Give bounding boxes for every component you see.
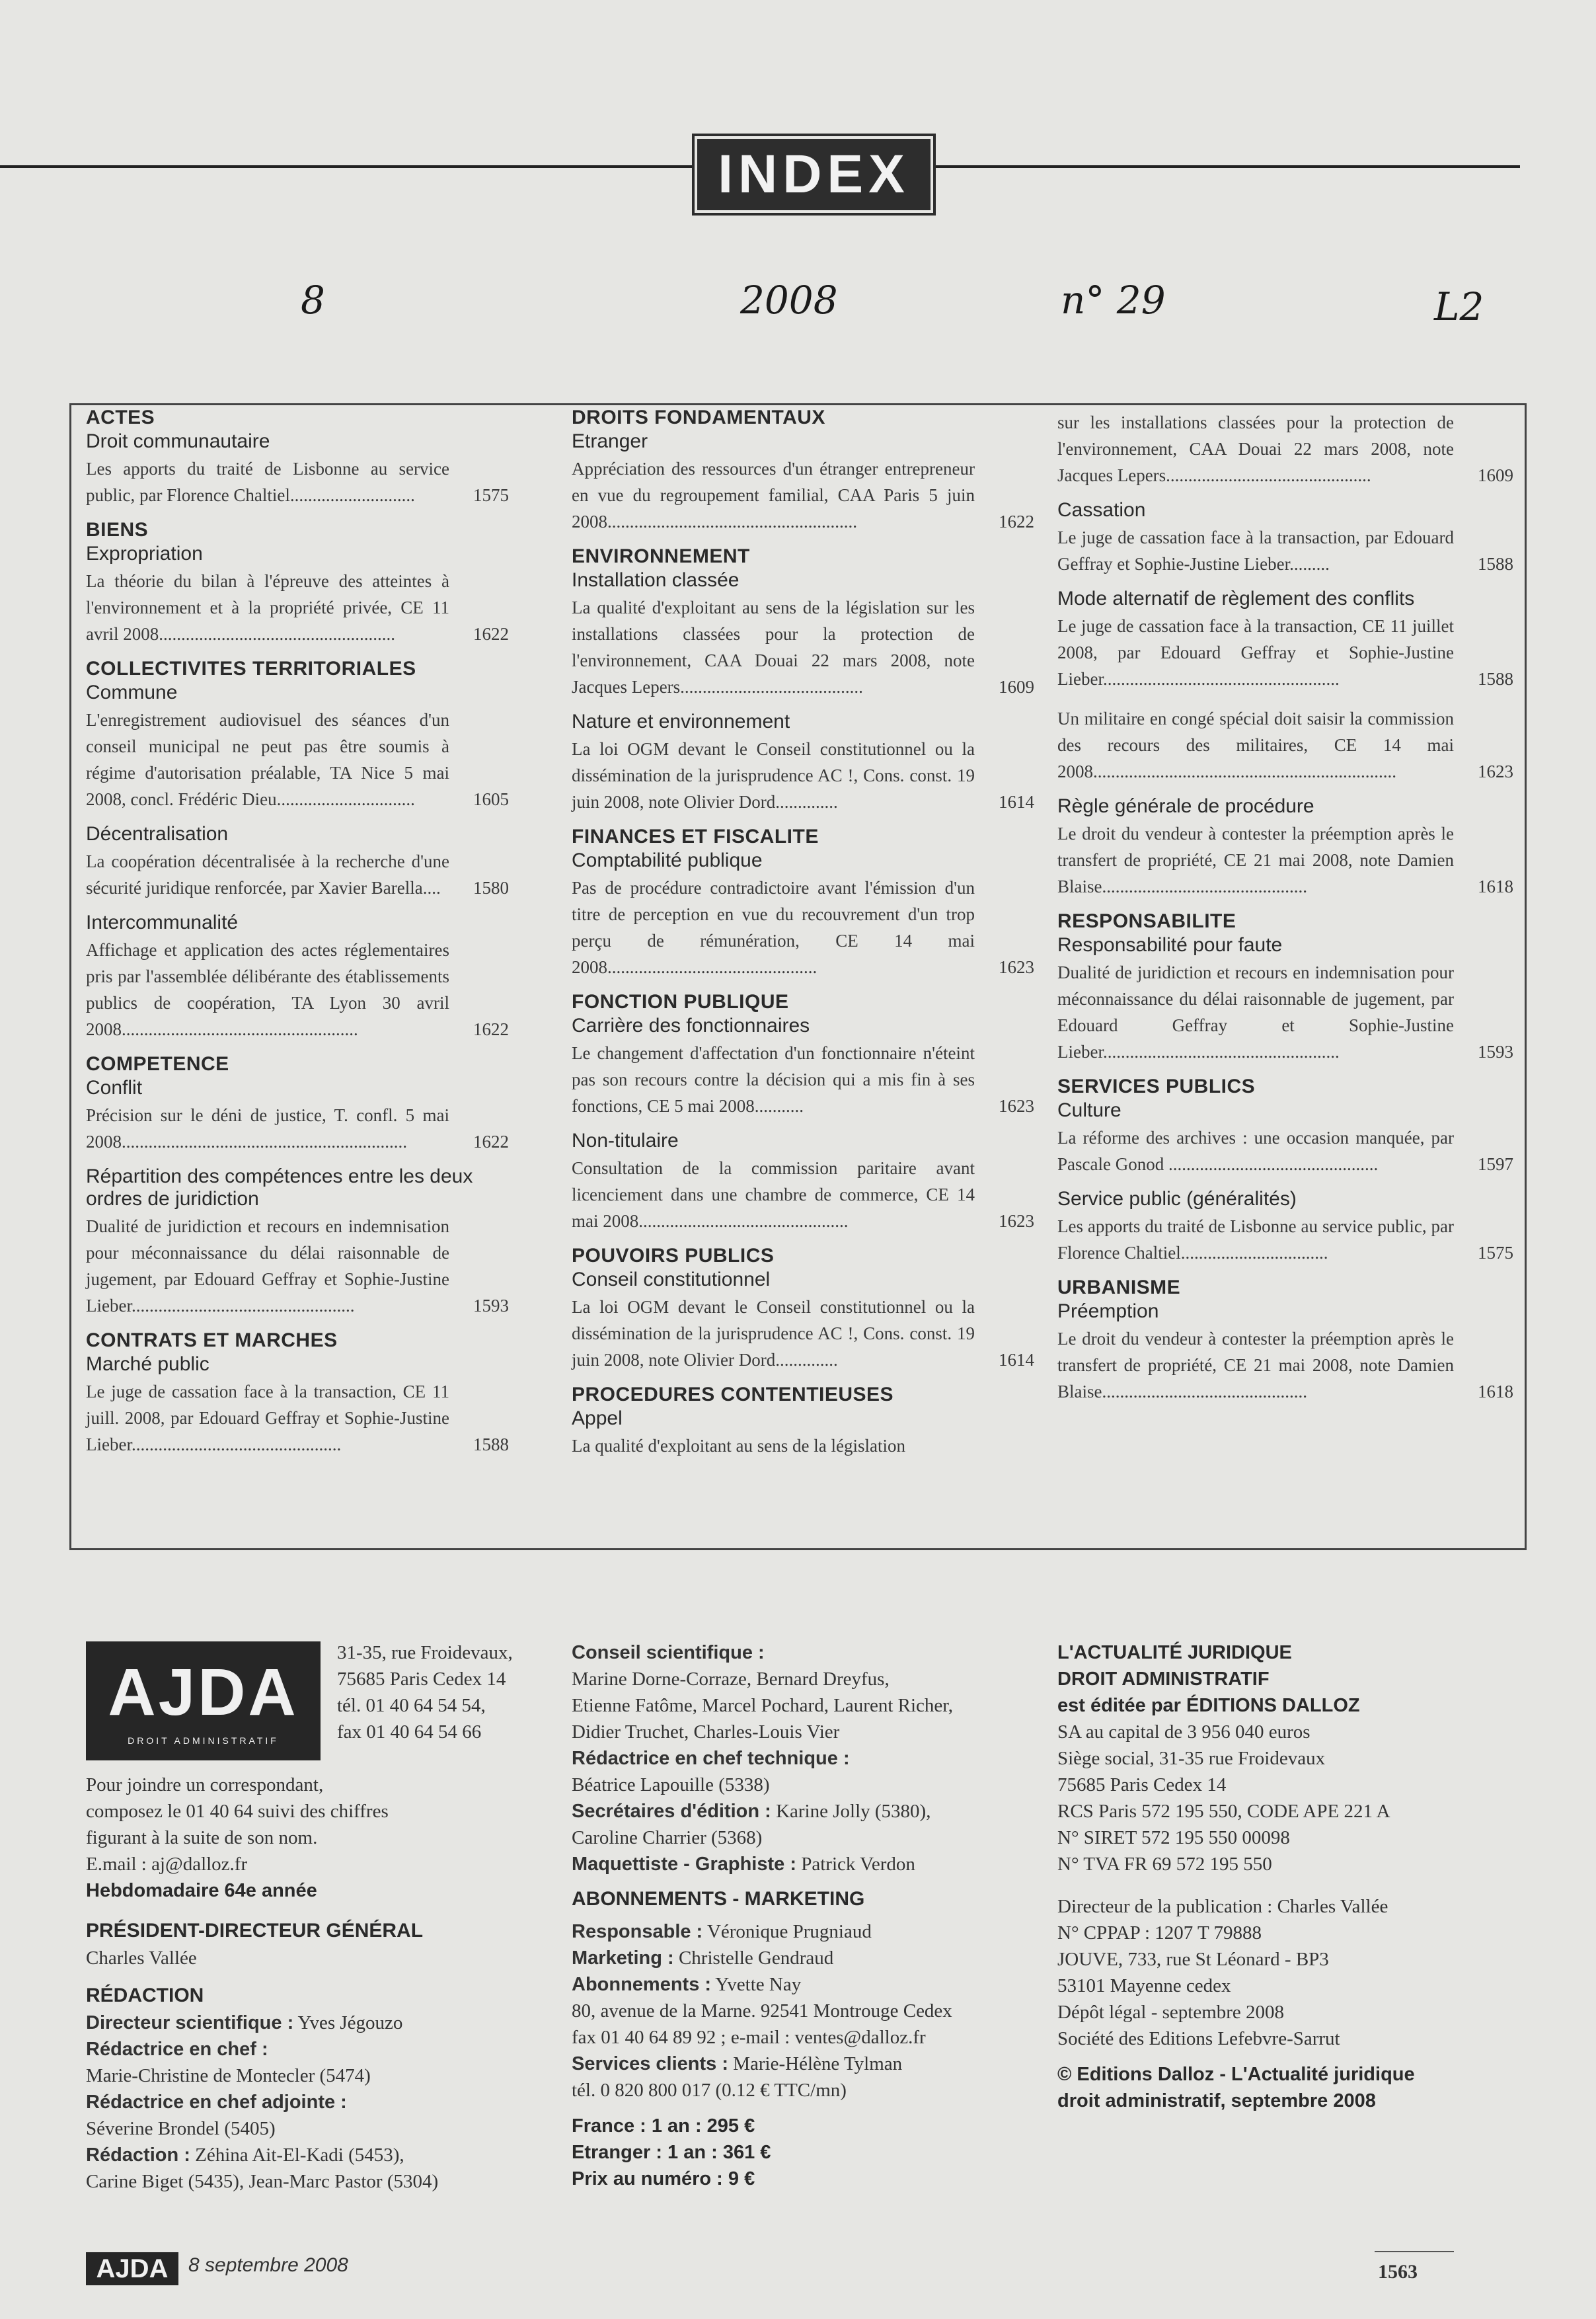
index-subheading: Conseil constitutionnel	[572, 1269, 771, 1290]
publisher-info: N° SIRET 572 195 550 00098	[1057, 1827, 1290, 1848]
publication-info: Directeur de la publication : Charles Vallée	[1057, 1896, 1388, 1917]
index-entry[interactable]	[86, 937, 509, 1042]
index-subheading: Conflit	[86, 1077, 143, 1099]
index-entry-text: Consultation de la commission paritaire avant licenciement dans une chambre de commerce, CE 14 mai 2008...............................................	[572, 1158, 975, 1231]
logo-text: AJDA	[108, 1655, 299, 1729]
index-subheading: Répartition des compétences entre les deux ordres de juridiction	[86, 1165, 473, 1210]
index-entry-text: Le juge de cassation face à la transaction, CE 11 juillet 2008, par Edouard Geffray et Sophie-Justine Lieber.....................................................	[1057, 616, 1454, 689]
pdg-title: PRÉSIDENT-DIRECTEUR GÉNÉRAL	[86, 1920, 424, 1942]
index-entry[interactable]	[572, 594, 1034, 700]
index-subheading: Service public (généralités)	[1057, 1188, 1297, 1210]
index-entry-text: Affichage et application des actes réglementaires pris par l'assemblée délibérante des établissements publics de coopération, TA Lyon 30 avril 2008.....................................................	[86, 940, 449, 1039]
price-etranger: Etranger : 1 an : 361 €	[572, 2142, 771, 2163]
index-entry[interactable]	[572, 1433, 1034, 1459]
index-entry[interactable]	[1057, 1325, 1513, 1405]
maquette-name: Patrick Verdon	[801, 1854, 915, 1875]
index-page-number: 1618	[1478, 877, 1513, 896]
index-entry[interactable]	[86, 1213, 509, 1319]
index-subheading: Etranger	[572, 430, 648, 452]
copyright: droit administratif, septembre 2008	[1057, 2090, 1376, 2111]
conseil-names: Etienne Fatôme, Marcel Pochard, Laurent Richer,	[572, 1695, 954, 1716]
address-line: 75685 Paris Cedex 14	[337, 1669, 506, 1690]
index-entry[interactable]	[86, 1102, 509, 1155]
index-entry-text: La qualité d'exploitant au sens de la législation	[572, 1436, 905, 1456]
serv-tel: tél. 0 820 800 017 (0.12 € TTC/mn)	[572, 2080, 847, 2101]
abo-contact[interactable]: fax 01 40 64 89 92 ; e-mail : ventes@dalloz.fr	[572, 2027, 926, 2048]
secr-name: Karine Jolly (5380),	[776, 1801, 931, 1822]
index-subheading: Culture	[1057, 1099, 1121, 1121]
index-page-number: 1593	[1478, 1042, 1513, 1062]
index-page-number: 1614	[999, 1350, 1034, 1370]
index-entry[interactable]	[86, 707, 509, 812]
footer-rule	[1375, 2251, 1454, 2252]
index-entry-text: L'enregistrement audiovisuel des séances d'un conseil municipal ne peut pas être soumis à régime d'autorisation préalable, TA Nice 5 mai 2008, concl. Frédéric Dieu...............................	[86, 710, 449, 809]
index-section-heading: DROITS FONDAMENTAUX	[572, 407, 825, 428]
publisher-info: Siège social, 31-35 rue Froidevaux	[1057, 1748, 1326, 1769]
address-block	[337, 1639, 513, 1745]
correspondent-line: Pour joindre un correspondant,	[86, 1774, 324, 1795]
price-france: France : 1 an : 295 €	[572, 2115, 755, 2137]
index-page-number: 1588	[1478, 669, 1513, 689]
pdg-name: Charles Vallée	[86, 1947, 197, 1969]
red-adj-label: Rédactrice en chef adjointe :	[86, 2092, 347, 2113]
index-entry[interactable]	[86, 848, 509, 901]
index-section-heading: BIENS	[86, 519, 149, 541]
index-subheading: Comptabilité publique	[572, 849, 763, 871]
index-column-1	[86, 407, 509, 1458]
resp-name: Véronique Prugniaud	[706, 1921, 872, 1942]
index-page-number: 1618	[1478, 1382, 1513, 1401]
index-page-number: 1588	[473, 1435, 509, 1454]
abo-name: Yvette Nay	[715, 1974, 802, 1995]
index-page-number: 1588	[1478, 554, 1513, 574]
index-column-2	[572, 407, 1034, 1459]
index-entry[interactable]	[1057, 1124, 1513, 1177]
conseil-names: Didier Truchet, Charles-Louis Vier	[572, 1721, 840, 1743]
index-entry[interactable]	[1057, 820, 1513, 900]
publication-info: N° CPPAP : 1207 T 79888	[1057, 1922, 1262, 1944]
conseil-label: Conseil scientifique :	[572, 1642, 765, 1663]
index-entry-text: Les apports du traité de Lisbonne au service public, par Florence Chaltiel............................	[86, 459, 449, 505]
index-column-3	[1057, 407, 1513, 1405]
header-rule-left	[0, 165, 701, 168]
index-entry[interactable]	[572, 736, 1034, 815]
index-page-number: 1575	[1478, 1243, 1513, 1263]
serv-name: Marie-Hélène Tylman	[733, 2053, 903, 2074]
index-subheading: Droit communautaire	[86, 430, 270, 452]
index-entry[interactable]	[1057, 524, 1513, 577]
index-entry-text: Le droit du vendeur à contester la préemption après le transfert de propriété, CE 21 mai 2008, note Damien Blaise..............................................	[1057, 1329, 1454, 1401]
index-entry[interactable]	[1057, 1213, 1513, 1266]
publication-info: Dépôt légal - septembre 2008	[1057, 2002, 1285, 2023]
index-entry-text: Précision sur le déni de justice, T. confl. 5 mai 2008................................................................	[86, 1105, 449, 1152]
index-entry-text: Dualité de juridiction et recours en indemnisation pour méconnaissance du délai raisonnable de jugement, par Edouard Geffray et Sophie-Justine Lieber.....................................................	[1057, 963, 1454, 1062]
index-subheading: Cassation	[1057, 499, 1146, 521]
publisher-info: SA au capital de 3 956 040 euros	[1057, 1721, 1311, 1743]
redaction-names-2: Carine Biget (5435), Jean-Marc Pastor (5304)	[86, 2171, 439, 2192]
index-entry-text: sur les installations classées pour la protection de l'environnement, CAA Douai 22 mars 2008, note Jacques Lepers..............................................	[1057, 413, 1454, 485]
abo-address: 80, avenue de la Marne. 92541 Montrouge Cedex	[572, 2000, 952, 2022]
index-page-number: 1622	[473, 1019, 509, 1039]
index-subheading: Marché public	[86, 1353, 209, 1375]
red-adj-name: Séverine Brondel (5405)	[86, 2118, 276, 2139]
index-page-number: 1609	[1478, 465, 1513, 485]
index-subheading: Non-titulaire	[572, 1130, 679, 1152]
correspondent-line: figurant à la suite de son nom.	[86, 1827, 318, 1848]
index-page-number: 1593	[473, 1296, 509, 1316]
index-section-heading: PROCEDURES CONTENTIEUSES	[572, 1384, 894, 1405]
index-entry-text: Un militaire en congé spécial doit saisir la commission des recours des militaires, CE 14 mai 2008....................................................................	[1057, 709, 1454, 781]
index-page-number: 1623	[999, 957, 1034, 977]
resp-label: Responsable :	[572, 1921, 703, 1942]
index-entry[interactable]	[1057, 705, 1513, 785]
index-page-number: 1623	[999, 1211, 1034, 1231]
footer-logo: AJDA	[86, 2252, 178, 2285]
mkt-name: Christelle Gendraud	[678, 1947, 834, 1969]
abo-title: ABONNEMENTS - MARKETING	[572, 1888, 865, 1910]
index-page-number: 1623	[1478, 762, 1513, 781]
index-entry-text: La réforme des archives : une occasion manquée, par Pascale Gonod ...............................................	[1057, 1128, 1454, 1174]
index-subheading: Installation classée	[572, 569, 740, 591]
index-page-number: 1575	[473, 485, 509, 505]
index-subheading: Appel	[572, 1407, 623, 1429]
index-entry[interactable]	[572, 1155, 1034, 1234]
index-page-number: 1605	[473, 789, 509, 809]
index-entry-text: La loi OGM devant le Conseil constitutionnel ou la dissémination de la jurisprudence AC !, Cons. const. 19 juin 2008, note Olivier Dord..............	[572, 739, 975, 812]
publication-info: JOUVE, 733, rue St Léonard - BP3	[1057, 1949, 1329, 1970]
index-entry[interactable]	[1057, 613, 1513, 692]
page-number: 1563	[1378, 2261, 1418, 2283]
correspondent-block	[86, 1772, 549, 2195]
index-entry-text: Appréciation des ressources d'un étranger entrepreneur en vue du regroupement familial, CAA Paris 5 juin 2008........................................................	[572, 459, 975, 531]
index-subheading: Règle générale de procédure	[1057, 795, 1314, 817]
index-entry-text: Le changement d'affectation d'un fonctionnaire n'éteint pas son recours contre la décision qui a mis fin à ses fonctions, CE 5 mai 2008...........	[572, 1043, 975, 1116]
index-page-number: 1622	[473, 1132, 509, 1152]
index-entry[interactable]	[1057, 409, 1513, 489]
index-entry-text: La théorie du bilan à l'épreuve des atteintes à l'environnement et à la propriété privée, CE 11 avril 2008.....................................................	[86, 571, 449, 644]
index-page-number: 1580	[473, 878, 509, 898]
email-line[interactable]: E.mail : aj@dalloz.fr	[86, 1854, 248, 1875]
index-entry[interactable]	[86, 1378, 509, 1458]
ajda-logo	[86, 1641, 321, 1760]
index-entry-text: Les apports du traité de Lisbonne au service public, par Florence Chaltiel.................................	[1057, 1216, 1454, 1263]
index-subheading: Carrière des fonctionnaires	[572, 1015, 810, 1037]
index-section-heading: URBANISME	[1057, 1277, 1181, 1298]
publisher-block	[1057, 1639, 1513, 2114]
red-chef-name: Marie-Christine de Montecler (5474)	[86, 2065, 371, 2086]
index-section-heading: RESPONSABILITE	[1057, 910, 1236, 932]
price-numero: Prix au numéro : 9 €	[572, 2168, 755, 2189]
publisher-title: DROIT ADMINISTRATIF	[1057, 1669, 1270, 1690]
publisher-info: 75685 Paris Cedex 14	[1057, 1774, 1227, 1795]
index-section-heading: COMPETENCE	[86, 1053, 229, 1075]
handwritten-mark: L2	[1434, 284, 1484, 329]
publication-info: 53101 Mayenne cedex	[1057, 1975, 1231, 1996]
index-subheading: Décentralisation	[86, 823, 229, 845]
red-tech-name: Béatrice Lapouille (5338)	[572, 1774, 770, 1795]
index-subheading: Mode alternatif de règlement des conflits	[1057, 588, 1415, 609]
phone-line: tél. 01 40 64 54 54,	[337, 1695, 486, 1716]
index-page-number: 1622	[473, 624, 509, 644]
index-entry[interactable]	[572, 875, 1034, 980]
maquette-label: Maquettiste - Graphiste :	[572, 1854, 796, 1875]
index-page-number: 1622	[999, 512, 1034, 531]
index-section-heading: COLLECTIVITES TERRITORIALES	[86, 658, 416, 680]
index-entry-text: La loi OGM devant le Conseil constitutionnel ou la dissémination de la jurisprudence AC !, Cons. const. 19 juin 2008, note Olivier Dord..............	[572, 1297, 975, 1370]
dir-sci-label: Directeur scientifique :	[86, 2012, 294, 2033]
page-title: INDEX	[697, 139, 931, 210]
redaction-label: Rédaction :	[86, 2144, 190, 2166]
index-entry-text: Le juge de cassation face à la transaction, CE 11 juill. 2008, par Edouard Geffray et Sophie-Justine Lieber...............................................	[86, 1382, 449, 1454]
index-section-heading: ENVIRONNEMENT	[572, 545, 750, 567]
redaction-title: RÉDACTION	[86, 1985, 204, 2006]
publisher-info: RCS Paris 572 195 550, CODE APE 221 A	[1057, 1801, 1390, 1822]
handwritten-year: 2008	[740, 278, 838, 323]
index-section-heading: POUVOIRS PUBLICS	[572, 1245, 775, 1267]
index-section-heading: FINANCES ET FISCALITE	[572, 826, 819, 847]
index-entry[interactable]	[572, 1294, 1034, 1373]
copyright: © Editions Dalloz - L'Actualité juridique	[1057, 2064, 1415, 2085]
red-chef-label: Rédactrice en chef :	[86, 2039, 268, 2060]
index-section-heading: FONCTION PUBLIQUE	[572, 991, 789, 1013]
publisher-info: N° TVA FR 69 572 195 550	[1057, 1854, 1272, 1875]
mkt-label: Marketing :	[572, 1947, 674, 1969]
index-subheading: Intercommunalité	[86, 912, 239, 933]
index-entry-text: Dualité de juridiction et recours en indemnisation pour méconnaissance du délai raisonnable de jugement, par Edouard Geffray et Sophie-Justine Lieber..................................................	[86, 1216, 449, 1316]
weekly-label: Hebdomadaire 64e année	[86, 1880, 317, 1901]
address-line: 31-35, rue Froidevaux,	[337, 1642, 513, 1663]
serv-label: Services clients :	[572, 2053, 728, 2074]
index-subheading: Commune	[86, 682, 178, 703]
index-page-number: 1623	[999, 1096, 1034, 1116]
dir-sci-name: Yves Jégouzo	[297, 2012, 403, 2033]
logo-subtitle: DROIT ADMINISTRATIF	[128, 1735, 279, 1746]
index-subheading: Nature et environnement	[572, 711, 790, 732]
index-subheading: Expropriation	[86, 543, 203, 565]
index-subheading: Préemption	[1057, 1300, 1159, 1322]
index-entry[interactable]	[572, 455, 1034, 535]
secr-name-2: Caroline Charrier (5368)	[572, 1827, 763, 1848]
conseil-names: Marine Dorne-Corraze, Bernard Dreyfus,	[572, 1669, 890, 1690]
index-section-heading: ACTES	[86, 407, 155, 428]
index-entry-text: Pas de procédure contradictoire avant l'émission d'un titre de perception en vue du recouvrement d'un trop perçu de rémunération, CE 14 mai 2008...............................................	[572, 878, 975, 977]
index-page-number: 1609	[999, 677, 1034, 697]
publisher-title: L'ACTUALITÉ JURIDIQUE	[1057, 1642, 1292, 1663]
handwritten-volume: 8	[301, 278, 325, 323]
index-page-number: 1597	[1478, 1154, 1513, 1174]
publisher-title: est éditée par ÉDITIONS DALLOZ	[1057, 1695, 1360, 1716]
abo-label: Abonnements :	[572, 1974, 712, 1995]
red-tech-label: Rédactrice en chef technique :	[572, 1748, 850, 1769]
index-entry-text: Le droit du vendeur à contester la préemption après le transfert de propriété, CE 21 mai 2008, note Damien Blaise..............................................	[1057, 824, 1454, 896]
secr-label: Secrétaires d'édition :	[572, 1801, 771, 1822]
staff-block	[572, 1639, 1034, 2192]
publication-info: Société des Editions Lefebvre-Sarrut	[1057, 2028, 1340, 2049]
index-entry[interactable]	[86, 455, 509, 508]
index-section-heading: SERVICES PUBLICS	[1057, 1076, 1256, 1097]
index-entry-text: La coopération décentralisée à la recherche d'une sécurité juridique renforcée, par Xavier Barella....	[86, 851, 449, 898]
redaction-names: Zéhina Ait-El-Kadi (5453),	[195, 2144, 404, 2166]
index-entry-text: Le juge de cassation face à la transaction, par Edouard Geffray et Sophie-Justine Lieber.........	[1057, 528, 1454, 574]
footer-date: 8 septembre 2008	[188, 2254, 348, 2276]
correspondent-line: composez le 01 40 64 suivi des chiffres	[86, 1801, 389, 1822]
index-page-number: 1614	[999, 792, 1034, 812]
index-entry-text: La qualité d'exploitant au sens de la législation sur les installations classées pour la protection de l'environnement, CAA Douai 22 mars 2008, note Jacques Lepers.........................................	[572, 598, 975, 697]
index-entry[interactable]	[572, 1040, 1034, 1119]
fax-line: fax 01 40 64 54 66	[337, 1721, 482, 1743]
index-entry[interactable]	[1057, 959, 1513, 1065]
handwritten-number: n° 29	[1061, 278, 1166, 323]
index-section-heading: CONTRATS ET MARCHES	[86, 1329, 338, 1351]
header-rule-right	[925, 165, 1520, 168]
index-subheading: Responsabilité pour faute	[1057, 934, 1283, 956]
index-entry[interactable]	[86, 568, 509, 647]
